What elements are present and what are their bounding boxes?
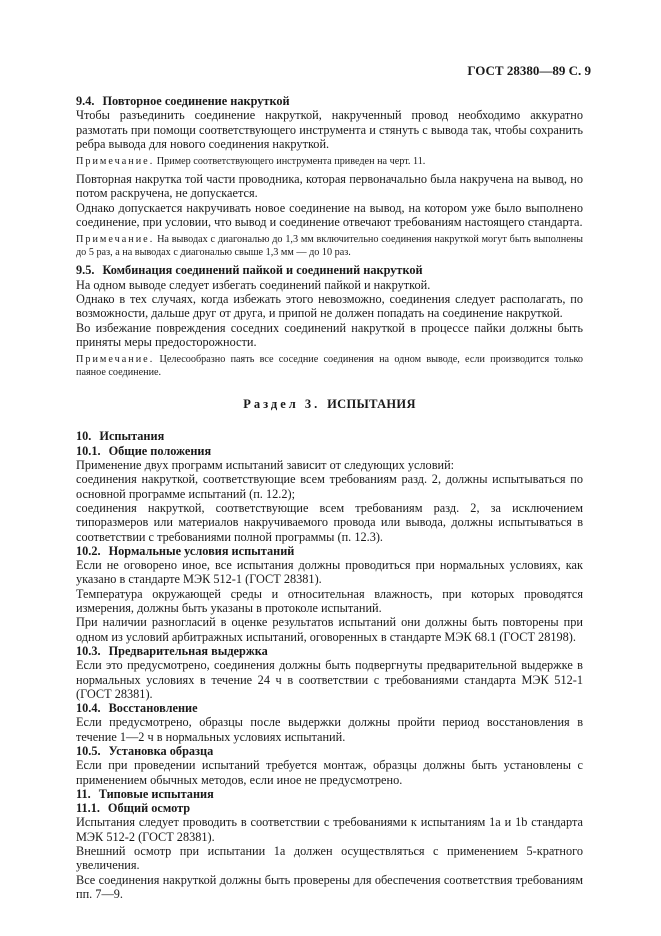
heading-number: 9.5. xyxy=(76,263,95,278)
paragraph: Если предусмотрено, образцы после выдержки должны пройти период восстановления в течение 1—2 ч в нормальных условиях испытаний. xyxy=(76,715,583,744)
paragraph: Однако в тех случаях, когда избежать этого невозможно, соединения следует располагать, по возможности, дальше друг от друга, и припой не должен попадать на соединение накруткой. xyxy=(76,291,583,321)
paragraph: Применение двух программ испытаний зависит от следующих условий: xyxy=(76,458,455,473)
page-header: ГОСТ 28380—89 С. 9 xyxy=(467,63,591,78)
heading-number: 10. xyxy=(76,429,92,444)
heading-title: Общие положения xyxy=(108,443,212,458)
note-label: Примечание. xyxy=(76,156,155,168)
note xyxy=(76,353,583,379)
heading-10-3 xyxy=(76,644,583,658)
note-text: Целесообразно паять все соседние соединения на одном выводе, если производится только паяное соединение. xyxy=(76,354,584,379)
paragraph: Если при проведении испытаний требуется монтаж, образцы должны быть установлены с применением обычных методов, если иное не предусмотрено. xyxy=(76,758,583,787)
heading-title: Повторное соединение накруткой xyxy=(102,94,290,108)
heading-11 xyxy=(76,787,583,801)
paragraph: На одном выводе следует избегать соединений пайкой и накруткой. xyxy=(76,277,431,292)
heading-title: Типовые испытания xyxy=(98,786,214,801)
heading-title: Общий осмотр xyxy=(107,801,191,816)
note xyxy=(76,233,583,259)
note-label: Примечание. xyxy=(76,354,155,366)
paragraph: соединения накруткой, соответствующие всем требованиям разд. 2, за исключением типоразмеров или материалов накручиваемого провода или вывода, должны испытываться в соответствии с требованиями полной программы (п. 12.3). xyxy=(76,500,583,544)
paragraph: Все соединения накруткой должны быть проверены для обеспечения соответствия требованиям пп. 7—9. xyxy=(76,872,583,901)
section-prefix: Раздел 3. xyxy=(243,397,321,412)
paragraph: При наличии разногласий в оценке результатов испытаний они должны быть повторены при одном из условий арбитражных испытаний, оговоренных в стандарте МЭК 68.1 (ГОСТ 28198). xyxy=(76,615,583,644)
paragraph: Температура окружающей среды и относительная влажность, при которых проводятся измерения, должны быть указаны в протоколе испытаний. xyxy=(76,586,583,616)
heading-10 xyxy=(76,429,583,443)
heading-title: Нормальные условия испытаний xyxy=(108,543,295,558)
paragraph: Чтобы разъединить соединение накруткой, накрученный провод необходимо аккуратно размотать при помощи соответствующего инструмента и стянуть с вывода так, чтобы сохранить ребра вывода для нового соединения накруткой. xyxy=(76,108,583,151)
paragraph: Испытания следует проводить в соответствии с требованиями к испытаниям 1а и 1b стандарта МЭК 512-2 (ГОСТ 28381). xyxy=(76,815,583,844)
heading-10-4 xyxy=(76,701,583,715)
paragraph: Если не оговорено иное, все испытания должны проводиться при нормальных условиях, как указано в стандарте МЭК 512-1 (ГОСТ 28381). xyxy=(76,558,583,587)
document-body xyxy=(76,94,583,901)
heading-title: Комбинация соединений пайкой и соединений накруткой xyxy=(102,263,423,278)
heading-title: Испытания xyxy=(99,429,165,444)
paragraph: Однако допускается накручивать новое соединение на вывод, на котором уже было выполнено соединение, при условии, что вывод и соединение отвечают требованиям настоящего стандарта. xyxy=(76,200,583,230)
heading-10-1 xyxy=(76,444,583,458)
heading-10-5 xyxy=(76,744,583,758)
heading-title: Предварительная выдержка xyxy=(108,643,268,658)
section-name: ИСПЫТАНИЯ xyxy=(327,397,416,412)
heading-number: 10.2. xyxy=(76,543,101,558)
heading-number: 9.4. xyxy=(76,94,95,108)
heading-9-5 xyxy=(76,263,583,277)
note-label: Примечание. xyxy=(76,234,155,246)
heading-11-1 xyxy=(76,801,583,815)
heading-number: 11. xyxy=(76,786,91,801)
heading-number: 10.3. xyxy=(76,643,101,658)
note xyxy=(76,155,583,168)
section-title xyxy=(76,397,583,411)
heading-title: Восстановление xyxy=(108,701,198,716)
paragraph: Повторная накрутка той части проводника, которая первоначально была накручена на вывод, но потом раскручена, не допускается. xyxy=(76,172,583,201)
heading-number: 10.4. xyxy=(76,701,101,716)
paragraph: Если это предусмотрено, соединения должны быть подвергнуты предварительной выдержке в нормальных условиях в течение 24 ч в соответствии с требованиями стандарта МЭК 512-1 (ГОСТ 28381). xyxy=(76,658,583,701)
heading-number: 11.1. xyxy=(76,801,100,816)
heading-number: 10.5. xyxy=(76,743,101,758)
heading-9-4 xyxy=(76,94,583,108)
heading-number: 10.1. xyxy=(76,443,101,458)
note-text: Пример соответствующего инструмента приведен на черт. 11. xyxy=(156,156,426,168)
paragraph: Во избежание повреждения соседних соединений накруткой в процессе пайки должны быть приняты меры предосторожности. xyxy=(76,320,583,349)
heading-10-2 xyxy=(76,544,583,558)
paragraph: соединения накруткой, соответствующие всем требованиям разд. 2, должны испытываться по основной программе испытаний (п. 12.2); xyxy=(76,472,583,501)
heading-title: Установка образца xyxy=(108,743,214,758)
note-text: На выводах с диагональю до 1,3 мм включительно соединения накруткой могут быть выполнены до 5 раз, а на выводах с диагональю свыше 1,3 мм — до 10 раз. xyxy=(76,234,584,259)
paragraph: Внешний осмотр при испытании 1а должен осуществляться с применением 5-кратного увеличения. xyxy=(76,844,583,873)
